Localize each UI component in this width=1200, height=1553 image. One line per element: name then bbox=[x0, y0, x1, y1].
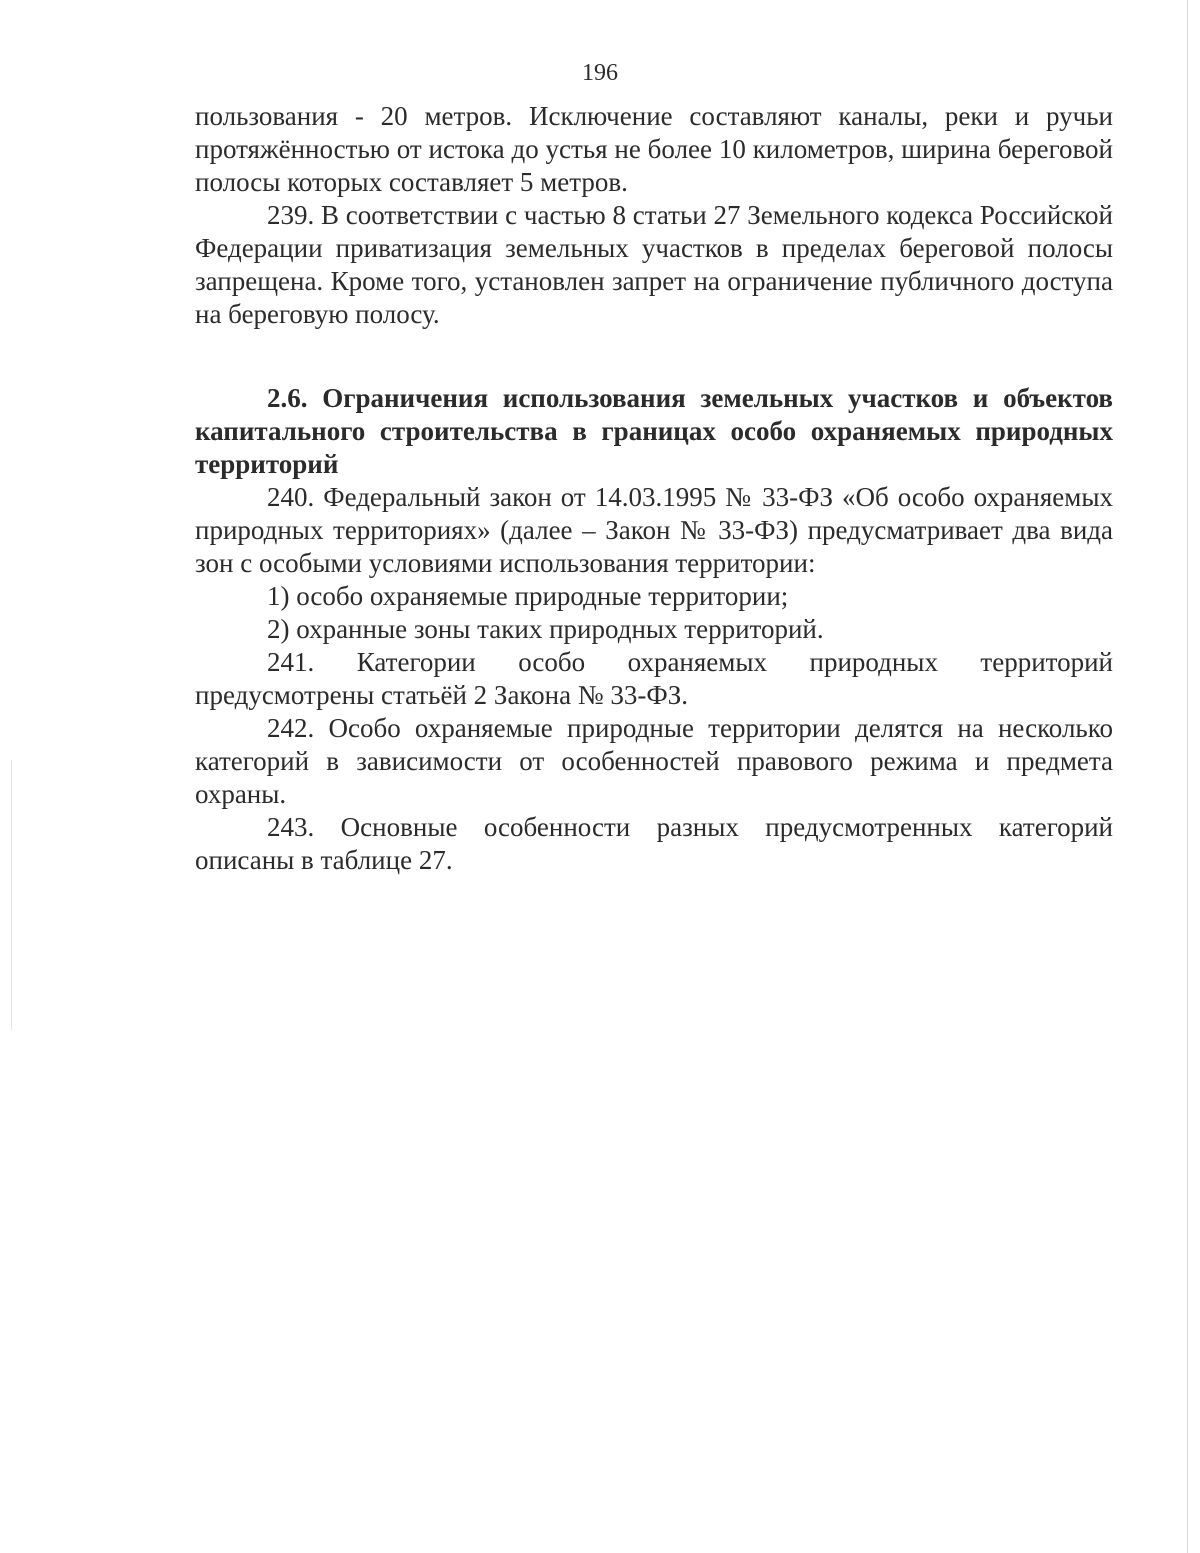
paragraph-239: 239. В соответствии с частью 8 статьи 27 Земельного кодекса Российской Федерации приватизация земельных участков в пределах береговой полосы запрещена. Кроме того, установлен запрет на ограничение публичного доступа на береговую полосу. bbox=[195, 200, 1113, 329]
paragraph-243: 243. Основные особенности разных предусмотренных категорий описаны в таблице 27. bbox=[195, 812, 1113, 875]
list-item: 2) охранные зоны таких природных территорий. bbox=[267, 614, 824, 644]
paragraph-242: 242. Особо охраняемые природные территории делятся на несколько категорий в зависимости от особенностей правового режима и предмета охраны. bbox=[195, 713, 1113, 809]
scan-edge-line bbox=[1187, 0, 1188, 1553]
page-number: 196 bbox=[582, 60, 618, 86]
scan-edge-line bbox=[11, 760, 12, 1030]
document-body bbox=[195, 100, 1113, 877]
list-item: 1) особо охраняемые природные территории; bbox=[267, 581, 789, 611]
paragraph-240: 240. Федеральный закон от 14.03.1995 № 33-ФЗ «Об особо охраняемых природных территориях» (далее – Закон № 33-ФЗ) предусматривает два вида зон с особыми условиями использования территории: bbox=[195, 482, 1113, 578]
section-heading: 2.6. Ограничения использования земельных участков и объектов капитального строительства в границах особо охраняемых природных территорий bbox=[195, 383, 1113, 479]
paragraph-241: 241. Категории особо охраняемых природных территорий предусмотрены статьёй 2 Закона № 33-ФЗ. bbox=[195, 647, 1113, 710]
paragraph-continuation: пользования - 20 метров. Исключение составляют каналы, реки и ручьи протяжённостью от истока до устья не более 10 километров, ширина береговой полосы которых составляет 5 метров. bbox=[195, 101, 1113, 197]
